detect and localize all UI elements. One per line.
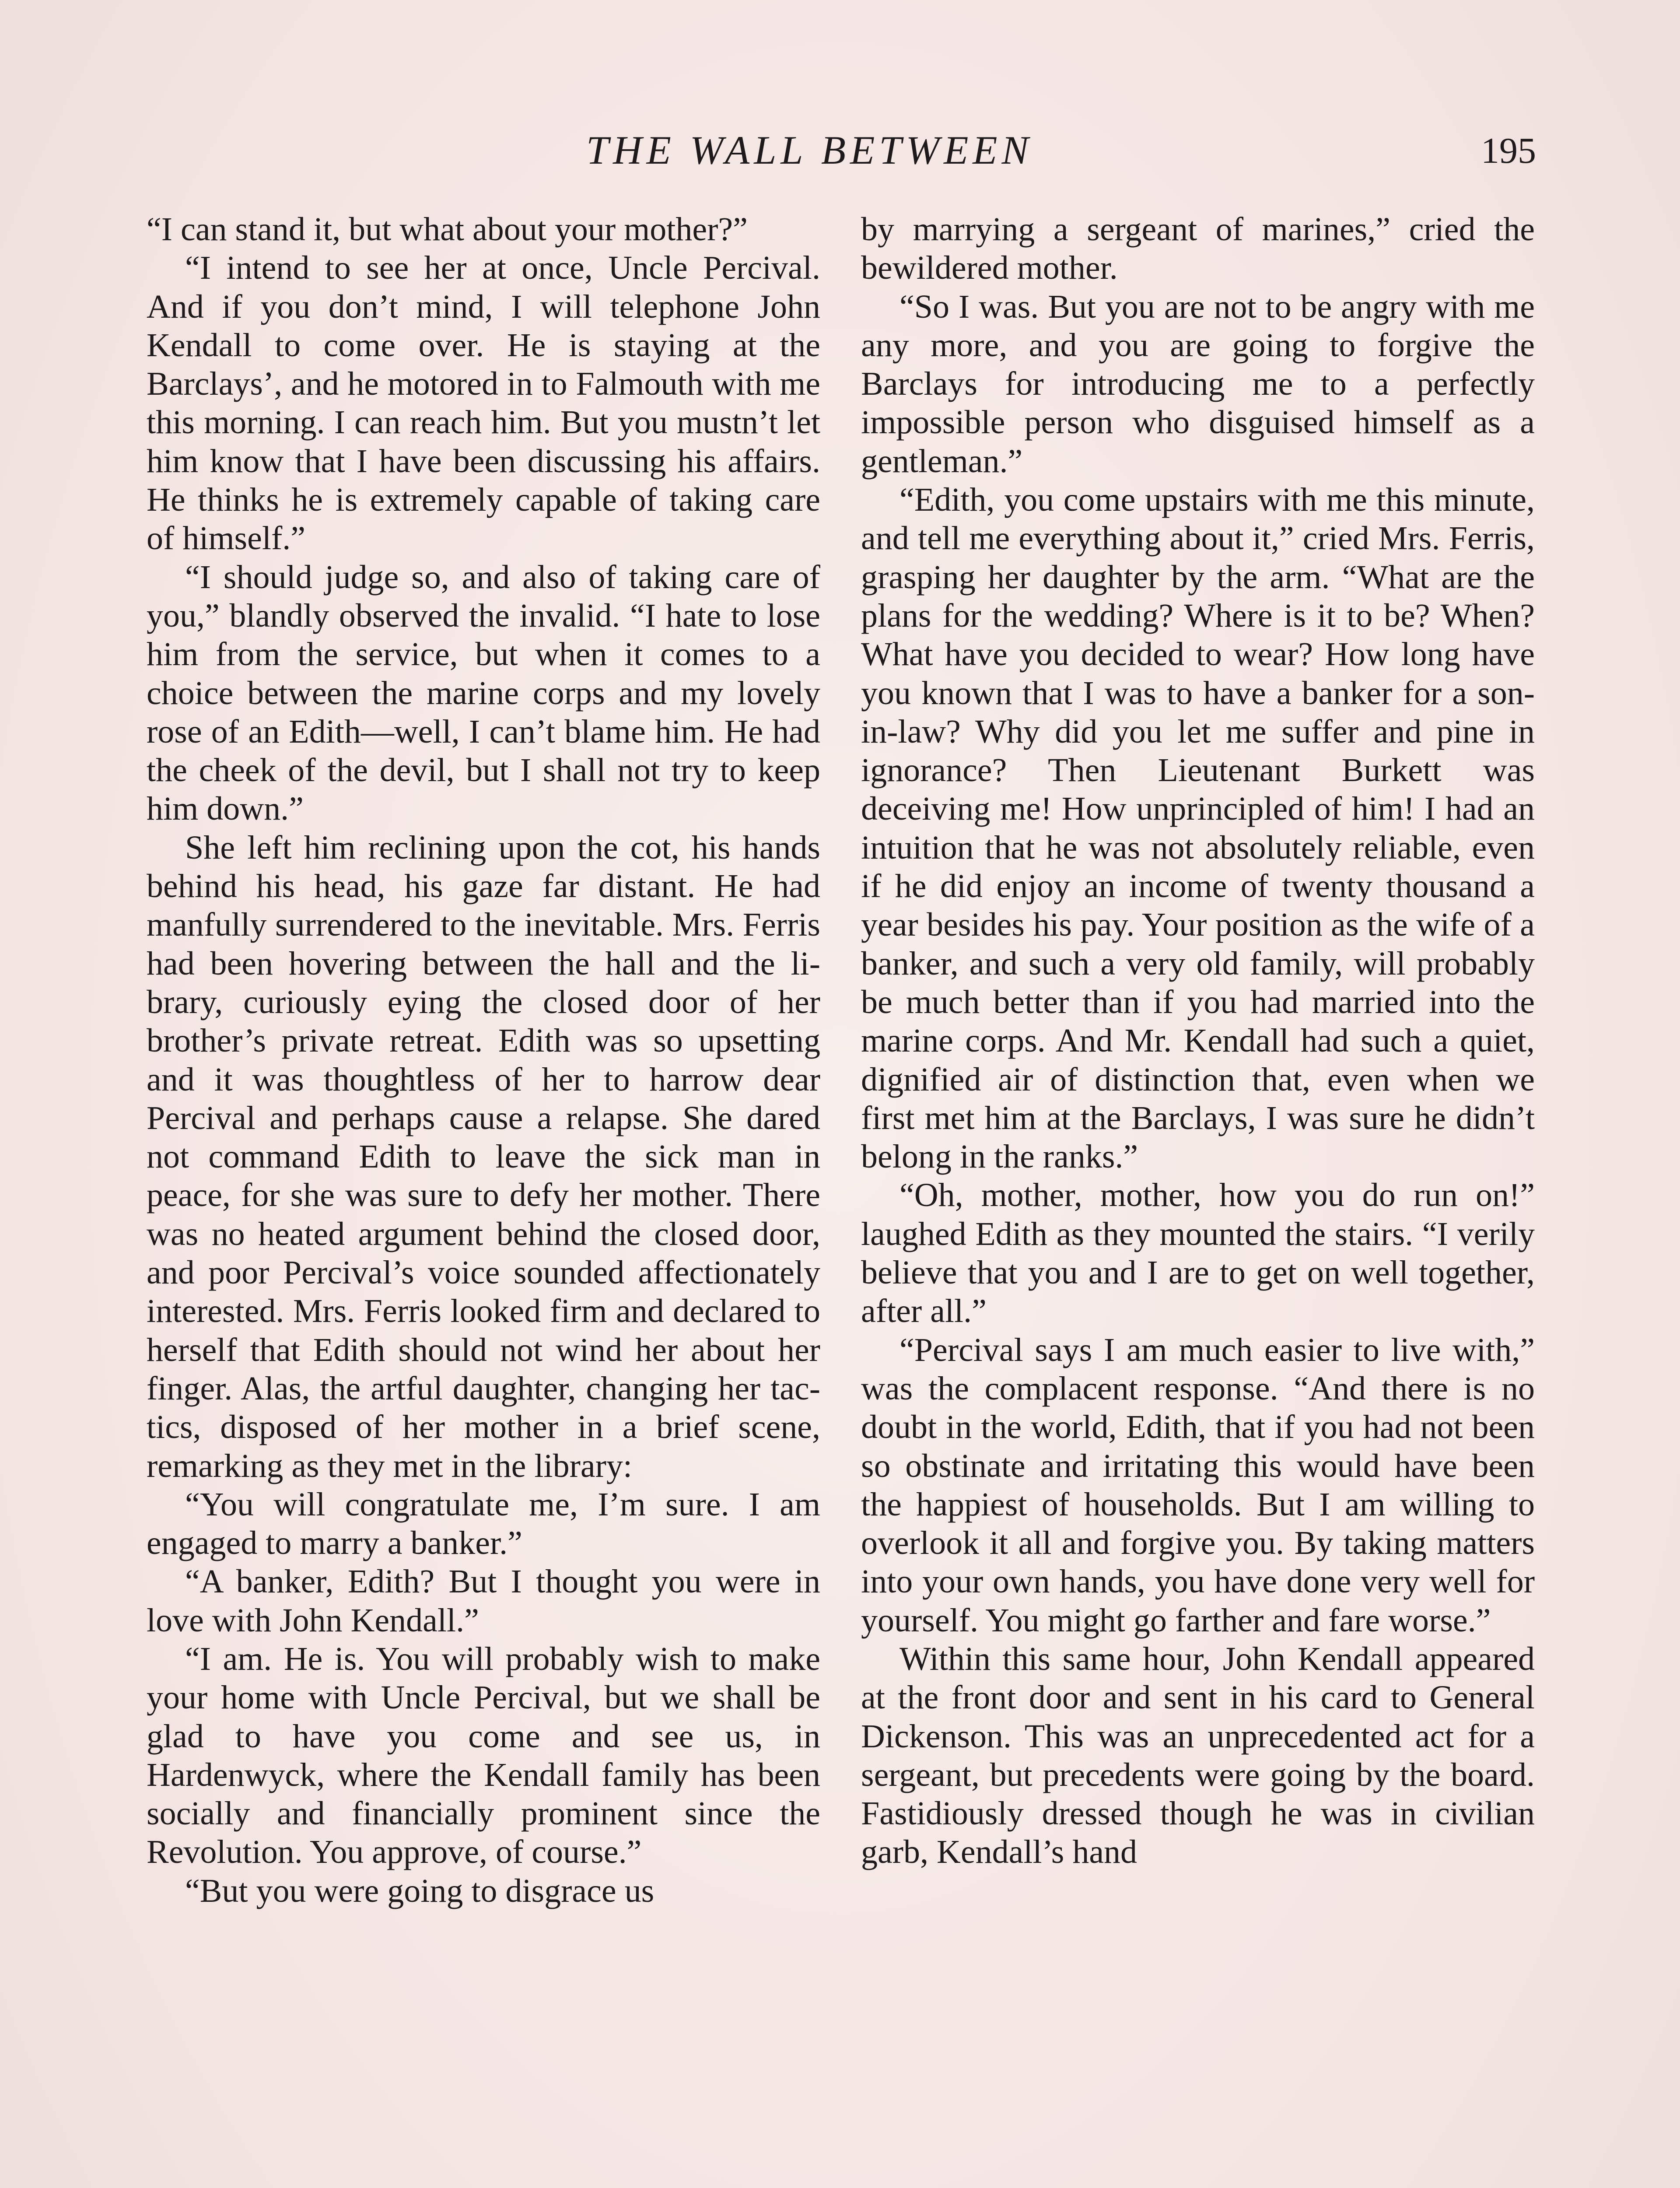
paragraph: “A banker, Edith? But I thought you were in love with John Kendall.” (147, 1563, 820, 1639)
paragraph: “I can stand it, but what about your mother?” (147, 211, 748, 248)
paragraph: “I should judge so, and also of taking care of you,” blandly observed the invalid. “I hate to lose him from the service, but when it comes to a choice between the marine corps and my lovely rose of an Edith—well, I can’t blame him. He had the cheek of the devil, but I shall not try to keep him down.” (147, 558, 820, 828)
paragraph: “So I was. But you are not to be angry with me any more, and you are going to forgive the Barclays for introducing me to a perfectly impossible person who disguised himself as a gentleman.” (861, 288, 1535, 480)
paragraph: “But you were going to disgrace us (185, 1872, 654, 1909)
paragraph: “Oh, mother, mother, how you do run on!” laughed Edith as they mounted the stairs. “I verily believe that you and I are to get on well together, after all.” (861, 1177, 1535, 1330)
left-column (147, 210, 820, 1910)
right-column (861, 210, 1535, 1872)
paragraph: “I am. He is. You will probably wish to make your home with Uncle Percival, but we shall be glad to have you come and see us, in Hardenwyck, where the Kendall family has been socially and financially prominent since the Revolution. You approve, of course.” (147, 1640, 820, 1871)
paragraph: “You will congratulate me, I’m sure. I am engaged to marry a banker.” (147, 1486, 820, 1562)
running-title: THE WALL BETWEEN (586, 128, 1033, 172)
paragraph: “Edith, you come upstairs with me this minute, and tell me everything about it,” cried Mrs. Ferris, grasping her daughter by the arm. “What are the plans for the wedding? Where is it to be? When? What have you decided to wear? How long have you known that I was to have a banker for a son-in-law? Why did you let me suffer and pine in ignorance? Then Lieutenant Burkett was deceiving me! How unprincipled of him! I had an intuition that he was not absolutely reliable, even if he did enjoy an income of twenty thousand a year besides his pay. Your position as the wife of a banker, and such a very old family, will probably be much better than if you had married into the marine corps. And Mr. Kendall had such a quiet, dignified air of distinction that, even when we first met him at the Barclays, I was sure he didn’t belong in the ranks.” (861, 481, 1535, 1175)
page-number: 195 (1481, 130, 1536, 171)
paragraph: “Percival says I am much easier to live with,” was the complacent response. “And there is no doubt in the world, Edith, that if you had not been so obstinate and irritating this would have been the happiest of households. But I am willing to overlook it all and forgive you. By taking matters into your own hands, you have done very well for yourself. You might go farther and fare worse.” (861, 1331, 1535, 1639)
page-header (0, 127, 1680, 179)
paragraph: by marrying a sergeant of marines,” cried the bewildered mother. (861, 211, 1535, 287)
paragraph: She left him reclining upon the cot, his hands behind his head, his gaze far distant. He had manfully surrendered to the inevitable. Mrs. Ferris had been hovering between the hall and the library, curiously eying the closed door of her brother’s private retreat. Edith was so upsetting and it was thoughtless of her to harrow dear Percival and perhaps cause a relapse. She dared not command Edith to leave the sick man in peace, for she was sure to defy her mother. There was no heated argument behind the closed door, and poor Percival’s voice sounded affectionately interested. Mrs. Ferris looked firm and declared to herself that Edith should not wind her about her finger. Alas, the artful daughter, changing her tactics, disposed of her mother in a brief scene, remarking as they met in the library: (147, 829, 820, 1484)
paragraph: Within this same hour, John Kendall appeared at the front door and sent in his card to General Dickenson. This was an unprecedented act for a sergeant, but precedents were going by the board. Fastidiously dressed though he was in civilian garb, Kendall’s hand (861, 1640, 1535, 1871)
paragraph: “I intend to see her at once, Uncle Percival. And if you don’t mind, I will telephone John Kendall to come over. He is staying at the Barclays’, and he motored in to Falmouth with me this morning. I can reach him. But you mustn’t let him know that I have been discussing his affairs. He thinks he is extremely capable of taking care of himself.” (147, 249, 820, 557)
